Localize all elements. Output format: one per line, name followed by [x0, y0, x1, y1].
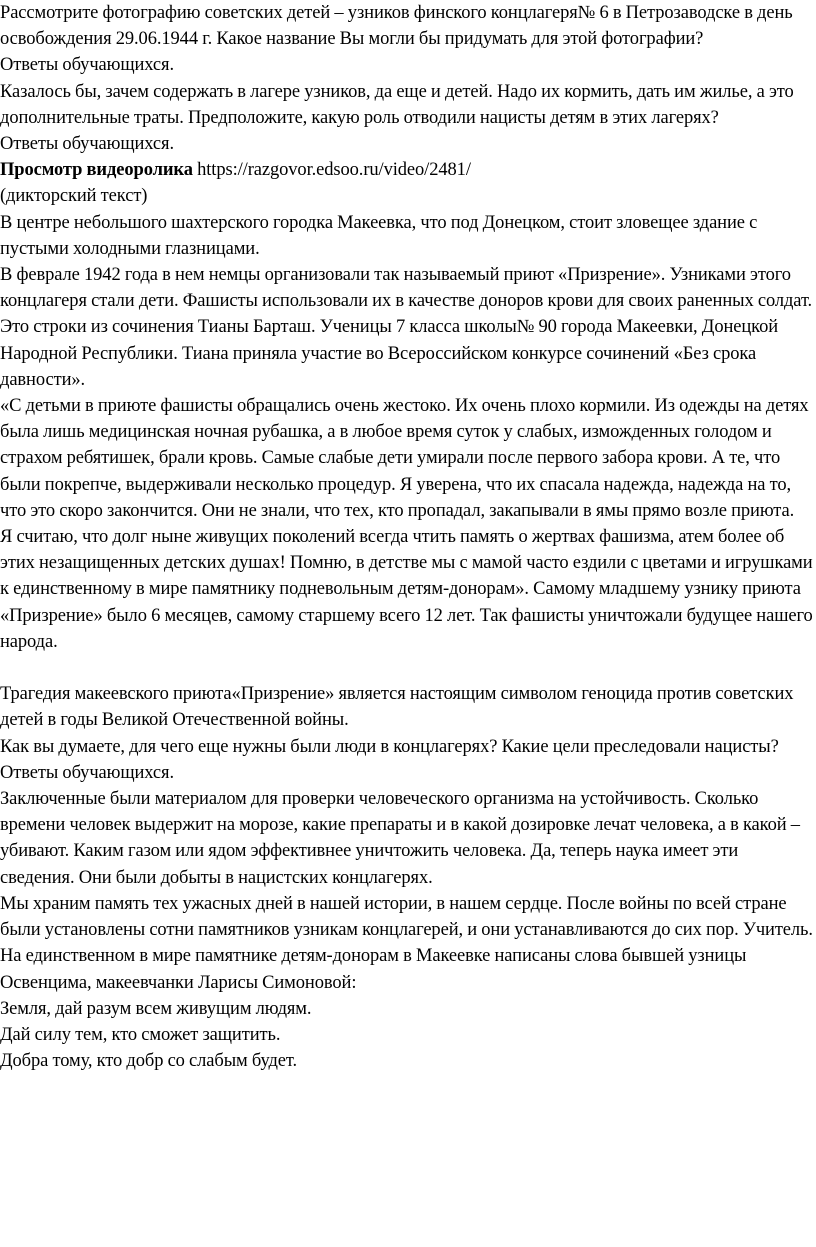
paragraph-shelter-history: В феврале 1942 года в нем немцы организовали так называемый приют «Призрение». Узниками этого концлагеря стали дети. Фашисты использовали их в качестве доноров крови для своих раненных солдат.: [0, 265, 813, 312]
paragraph-makeevka-building: В центре небольшого шахтерского городка Макеевка, что под Донецком, стоит зловещее здание с пустыми холодными глазницами.: [0, 212, 758, 259]
paragraph-tragedy-symbol: Трагедия макеевского приюта«Призрение» является настоящим символом геноцида против советских детей в годы Великой Отечественной войны.: [0, 684, 794, 731]
video-heading: Просмотр видеоролика: [0, 160, 193, 181]
narrator-note: (дикторский текст): [0, 186, 148, 207]
poem-line-3: Добра тому, кто добр со слабым будет.: [0, 1051, 298, 1072]
poem-line-2: Дай силу тем, кто сможет защитить.: [0, 1024, 281, 1045]
student-answers-label: Ответы обучающихся.: [0, 55, 174, 76]
paragraph-essay-intro: Это строки из сочинения Тианы Барташ. Ученицы 7 класса школы№ 90 города Макеевки, Донецкой Народной Республики. Тиана приняла участие во Всероссийском конкурсе сочинений «Без срока давности».: [0, 317, 779, 390]
paragraph-monument-inscription: На единственном в мире памятнике детям-донорам в Макеевке написаны слова бывшей узницы Освенцима, макеевчанки Ларисы Симоновой:: [0, 946, 747, 993]
student-answers-label: Ответы обучающихся.: [0, 134, 174, 155]
paragraph-essay-quote: «С детьми в приюте фашисты обращались очень жестоко. Их очень плохо кормили. Из одежды на детях была лишь медицинская ночная рубашка, а в любое время суток у слабых, изможденных голодом и страхом ребятишек, брали кровь. Самые слабые дети умирали после первого забора крови. А те, что были покрепче, выдерживали несколько процедур. Я уверена, что их спасала надежда, надежда на то, что это скоро закончится. Они не знали, что тех, кто пропадал, закапывали в ямы прямо возле приюта.: [0, 396, 809, 521]
blank-line: [0, 655, 816, 681]
task-photo-question: Рассмотрите фотографию советских детей – узников финского концлагеря№ 6 в Петрозаводске в день освобождения 29.06.1944 г. Какое название Вы могли бы придумать для этой фотографии?: [0, 3, 793, 50]
video-reference: [0, 157, 816, 183]
poem-line-1: Земля, дай разум всем живущим людям.: [0, 998, 312, 1019]
student-answers-label: Ответы обучающихся.: [0, 762, 174, 783]
video-link[interactable]: https://razgovor.edsoo.ru/video/2481/: [192, 160, 471, 181]
task-purpose-question: Как вы думаете, для чего еще нужны были люди в концлагерях? Какие цели преследовали нацисты?: [0, 736, 779, 757]
paragraph-memory-teacher: Мы храним память тех ужасных дней в нашей истории, в нашем сердце. После войны по всей стране были установлены сотни памятников узникам концлагерей, и они устанавливаются до сих пор. Учитель.: [0, 893, 813, 941]
paragraph-essay-conclusion: Я считаю, что долг ныне живущих поколений всегда чтить память о жертвах фашизма, атем более об этих незащищенных детских душах! Помню, в детстве мы с мамой часто ездили с цветами и игрушками к единственному в мире памятнику подневольным детям-донорам». Самому младшему узнику приюта «Призрение» было 6 месяцев, самому старшему всего 12 лет. Так фашисты уничтожали будущее нашего народа.: [0, 527, 813, 652]
paragraph-experiments: Заключенные были материалом для проверки человеческого организма на устойчивость. Сколько времени человек выдержит на морозе, какие препараты и в какой дозировке лечат человека, а в какой – убивают. Каким газом или ядом эффективнее уничтожить человека. Да, теперь наука имеет эти сведения. Они были добыты в нацистских концлагерях.: [0, 789, 800, 888]
task-role-question: Казалось бы, зачем содержать в лагере узников, да еще и детей. Надо их кормить, дать им жилье, а это дополнительные траты. Предположите, какую роль отводили нацисты детям в этих лагерях?: [0, 81, 794, 128]
